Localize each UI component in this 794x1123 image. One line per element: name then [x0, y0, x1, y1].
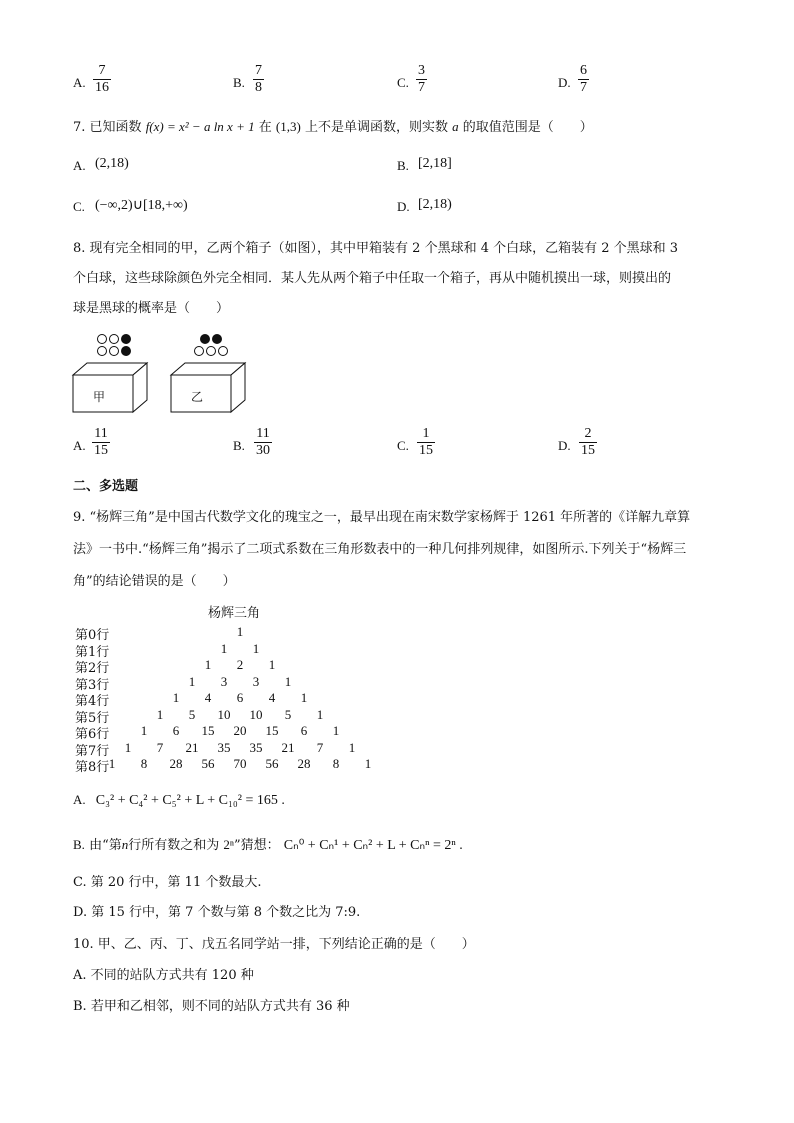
triangle-entry: 4 [204, 690, 212, 705]
triangle-title: 杨辉三角 [208, 606, 261, 621]
q7-suffix: 上不是单调函数，则实数 [304, 120, 448, 135]
triangle-entry: 3 [252, 673, 260, 689]
q8-option-c-num: 1 [417, 426, 435, 443]
triangle-entry: 8 [332, 756, 340, 771]
q6-option-a-letter: A. [73, 75, 86, 90]
triangle-entry: 7 [316, 739, 324, 755]
triangle-entry: 1 [332, 723, 340, 738]
q8-option-d-fraction [579, 426, 597, 459]
q7-option-a-letter: A. [73, 158, 86, 173]
triangle-row-label: 第7行 [75, 743, 110, 759]
black-ball [121, 346, 131, 356]
q9-option-b-letter: B. [73, 837, 85, 852]
q7-prefix: 7. 已知函数 [73, 120, 142, 135]
triangle-row-label: 第8行 [75, 760, 110, 775]
q8-line-2: 个白球，这些球除颜色外完全相同．某人先从两个箱子中任取一个箱子，再从中随机摸出一球，则摸出的 [73, 271, 672, 286]
q6-option-a-num: 7 [93, 63, 111, 80]
white-ball [109, 346, 119, 356]
triangle-entry: 1 [124, 739, 132, 755]
q6-option-b-den: 8 [255, 80, 262, 95]
q9-line-3: 角”的结论错误的是（ ） [73, 574, 236, 589]
triangle-entry: 10 [217, 706, 231, 722]
triangle-entry: 1 [316, 706, 324, 722]
q6-option-d-num: 6 [580, 63, 587, 78]
q9-option-b [73, 834, 463, 854]
q7-stem [73, 116, 593, 135]
q9-option-b-mid: 行所有数之和为 [128, 838, 220, 853]
q7-function: f(x) = x² − a ln x + 1 [145, 119, 255, 134]
q9-line-2: 法》一书中.“杨辉三角”揭示了二项式系数在三角形数表中的一种几何排列规律，如图所示.下列关于“杨辉三 [73, 542, 687, 557]
triangle-entry: 5 [188, 706, 196, 722]
q7-option-d-letter: D. [397, 199, 410, 214]
q9-option-a [73, 792, 285, 809]
box-jia-outline [70, 360, 160, 416]
black-ball [200, 334, 210, 344]
q10-stem: 10. 甲、乙、丙、丁、戊五名同学站一排，下列结论正确的是（ ） [73, 937, 475, 952]
triangle-entry: 21 [185, 739, 199, 755]
q9-option-b-n: n [121, 837, 129, 852]
q9-option-a-letter: A. [73, 792, 86, 807]
triangle-entry: 1 [268, 657, 276, 672]
q6-option-b-fraction [253, 63, 264, 96]
triangle-entry: 1 [172, 690, 180, 705]
triangle-entry: 1 [364, 756, 372, 771]
q7-option-c-letter: C. [73, 199, 85, 214]
q10-option-a: A. 不同的站队方式共有 120 种 [73, 968, 254, 983]
triangle-entry: 1 [220, 640, 228, 656]
q7-option-b-text: [2,18] [418, 156, 452, 171]
black-ball [212, 334, 222, 344]
triangle-entry: 21 [281, 739, 295, 755]
q9-option-b-formula: Cₙ⁰ + Cₙ¹ + Cₙ² + L + Cₙⁿ = 2ⁿ . [283, 838, 463, 853]
q8-option-a-den: 15 [94, 443, 108, 458]
q9-option-b-guess: ”猜想： [233, 838, 280, 853]
triangle-entry: 56 [201, 756, 215, 771]
q6-option-d-den: 7 [580, 80, 587, 95]
triangle-entry: 1 [204, 657, 212, 672]
box-jia-label: 甲 [93, 390, 106, 404]
q8-option-d-letter: D. [558, 438, 571, 453]
q8-option-b-num: 11 [254, 426, 272, 443]
q6-option-d-fraction [578, 63, 589, 96]
triangle-entry: 2 [236, 657, 244, 672]
triangle-entry: 35 [217, 739, 231, 755]
section-heading-multi-choice: 二、多选题 [73, 479, 139, 494]
q7-tail: 的取值范围是（ ） [462, 120, 593, 135]
white-ball [194, 346, 204, 356]
q6-option-b-num: 7 [255, 63, 262, 78]
q9-option-b-pre: 由“第 [89, 838, 122, 853]
q6-option-c-num: 3 [418, 63, 425, 78]
q8-option-a-num: 11 [92, 426, 110, 443]
q9-option-a-formula: C₃² + C₄² + C₅² + L + C₁₀² = 165 . [95, 793, 285, 808]
white-ball [206, 346, 216, 356]
q8-option-d-num: 2 [579, 426, 597, 443]
triangle-entry: 6 [172, 723, 180, 738]
q7-variable: a [452, 119, 459, 134]
triangle-entry: 4 [268, 690, 276, 705]
q9-option-d: D. 第 15 行中，第 7 个数与第 8 个数之比为 7:9. [73, 905, 361, 920]
box-yi-label: 乙 [191, 390, 204, 404]
triangle-row-label: 第1行 [75, 644, 110, 660]
triangle-entry: 3 [220, 673, 228, 689]
q8-option-b-den: 30 [256, 443, 270, 458]
q8-line-1: 8. 现有完全相同的甲，乙两个箱子（如图），其中甲箱装有 2 个黑球和 4 个白球，乙箱装有 2 个黑球和 3 [73, 241, 679, 256]
q9-line-1: 9. “杨辉三角”是中国古代数学文化的瑰宝之一，最早出现在南宋数学家杨辉于 1261 年所著的《详解九章算 [73, 510, 691, 525]
triangle-entry: 35 [249, 739, 263, 755]
q7-option-d-text: [2,18) [418, 197, 452, 212]
triangle-entry: 1 [140, 723, 148, 738]
white-ball [109, 334, 119, 344]
triangle-row-label: 第3行 [75, 677, 110, 693]
black-ball [121, 334, 131, 344]
triangle-entry: 1 [108, 756, 116, 771]
triangle-row-label: 第4行 [75, 694, 110, 709]
q6-option-d-letter: D. [558, 75, 571, 90]
q10-option-b: B. 若甲和乙相邻，则不同的站队方式共有 36 种 [73, 999, 350, 1014]
triangle-entry: 1 [252, 640, 260, 656]
q6-option-c-den: 7 [418, 80, 425, 95]
triangle-entry: 28 [169, 756, 183, 771]
triangle-entry: 1 [300, 690, 308, 705]
triangle-entry: 28 [297, 756, 311, 771]
q9-option-b-power: 2ⁿ [223, 837, 234, 852]
triangle-row-label: 第5行 [75, 710, 110, 726]
triangle-entry: 1 [284, 673, 292, 689]
white-ball [218, 346, 228, 356]
q8-option-c-fraction [417, 426, 435, 459]
triangle-entry: 56 [265, 756, 279, 771]
q7-option-a-text: (2,18) [95, 156, 129, 171]
q9-option-c: C. 第 20 行中，第 11 个数最大. [73, 875, 262, 890]
triangle-row-label: 第6行 [75, 727, 110, 742]
q8-line-3: 球是黑球的概率是（ ） [73, 301, 230, 316]
triangle-entry: 1 [348, 739, 356, 755]
q6-option-b-letter: B. [233, 75, 245, 90]
triangle-entry: 1 [236, 624, 244, 639]
white-ball [97, 346, 107, 356]
triangle-entry: 15 [201, 723, 215, 738]
triangle-entry: 15 [265, 723, 279, 738]
q7-option-c-text: (−∞,2)∪[18,+∞) [95, 198, 188, 213]
q8-option-b-letter: B. [233, 438, 245, 453]
q7-interval: (1,3) [275, 119, 301, 134]
q8-option-c-letter: C. [397, 438, 409, 453]
triangle-row-label: 第0行 [75, 628, 110, 643]
triangle-entry: 8 [140, 756, 148, 771]
triangle-row-label: 第2行 [75, 661, 110, 676]
q6-option-a-den: 16 [95, 80, 109, 95]
q6-option-a-fraction [93, 63, 111, 96]
q8-option-b-fraction [254, 426, 272, 459]
white-ball [97, 334, 107, 344]
q8-option-c-den: 15 [419, 443, 433, 458]
triangle-entry: 1 [156, 706, 164, 722]
box-yi-outline [168, 360, 258, 416]
triangle-entry: 6 [236, 690, 244, 705]
triangle-entry: 20 [233, 723, 247, 738]
triangle-entry: 6 [300, 723, 308, 738]
q8-option-d-den: 15 [581, 443, 595, 458]
q8-option-a-fraction [92, 426, 110, 459]
q6-option-c-letter: C. [397, 75, 409, 90]
q8-option-a-letter: A. [73, 438, 86, 453]
triangle-entry: 7 [156, 739, 164, 755]
triangle-entry: 5 [284, 706, 292, 722]
q7-option-b-letter: B. [397, 158, 409, 173]
triangle-entry: 70 [233, 756, 247, 771]
q6-option-c-fraction [416, 63, 427, 96]
q7-mid: 在 [258, 120, 272, 135]
triangle-entry: 1 [188, 673, 196, 689]
triangle-entry: 10 [249, 706, 263, 722]
